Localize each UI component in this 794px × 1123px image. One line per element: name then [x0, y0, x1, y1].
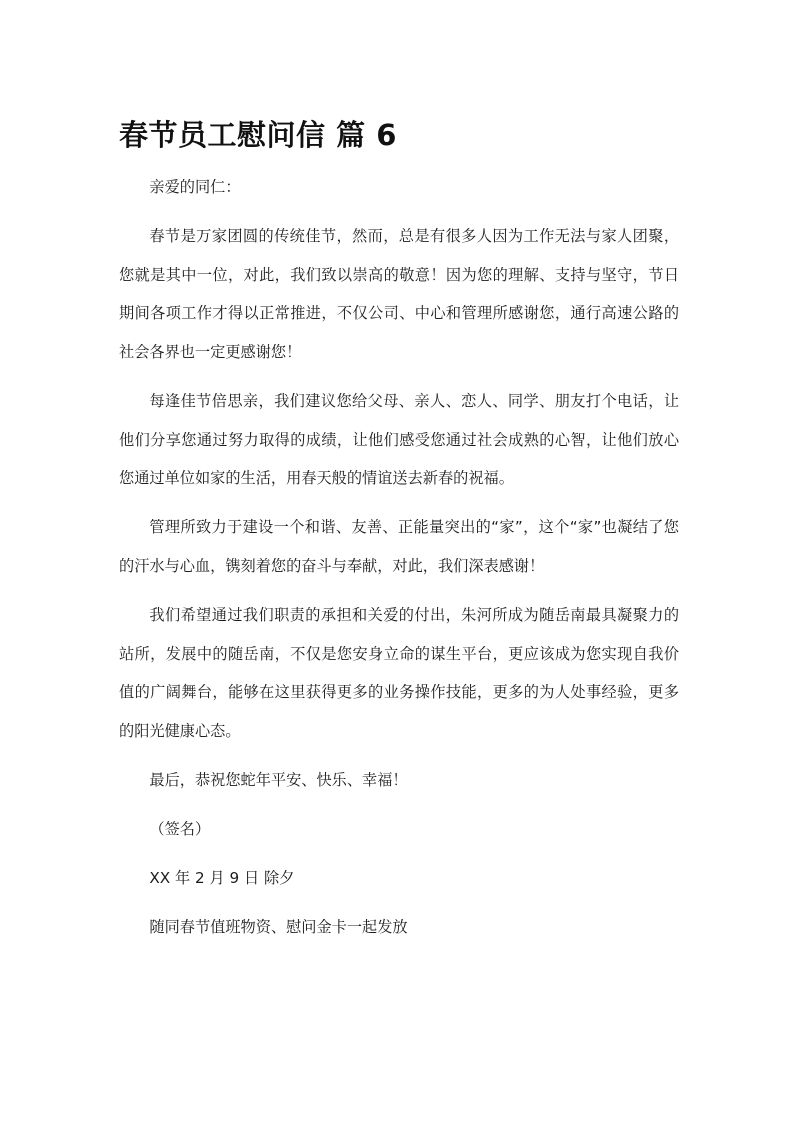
signature-placeholder: （签名） [149, 819, 211, 838]
salutation: 亲爱的同仁： [149, 178, 241, 196]
distribution-note: 随同春节值班物资、慰问金卡一起发放 [149, 918, 408, 937]
paragraph-missing-family: 每逢佳节倍思亲，我们建议您给父母、亲人、恋人、同学、朋友打个电话，让他们分享您通过努力取得的成绩，让他们感受您通过社会成熟的心智，让他们放心您通过单位如家的生活，用春天般的情谊送去新春的祝福。 [119, 391, 679, 488]
paragraph-harmonious-home: 管理所致力于建设一个和谐、友善、正能量突出的“家”，这个“家”也凝结了您的汗水与心血，镌刻着您的奋斗与奉献，对此，我们深表感谢！ [119, 518, 679, 575]
document-body [119, 168, 679, 947]
closing-wishes: 最后，恭祝您蛇年平安、快乐、幸福！ [149, 770, 408, 789]
paragraph-spring-festival: 春节是万家团圆的传统佳节，然而，总是有很多人因为工作无法与家人团聚，您就是其中一位，对此，我们致以崇高的敬意！因为您的理解、支持与坚守，节日期间各项工作才得以正常推进，不仅公司、中心和管理所感谢您，通行高速公路的社会各界也一定更感谢您！ [119, 227, 679, 361]
paragraph-hopes: 我们希望通过我们职责的承担和关爱的付出，朱河所成为随岳南最具凝聚力的站所，发展中的随岳南，不仅是您安身立命的谋生平台，更应该成为您实现自我价值的广阔舞台，能够在这里获得更多的业务操作技能，更多的为人处事经验，更多的阳光健康心态。 [119, 605, 679, 740]
document-title: 春节员工慰问信 篇 6 [119, 118, 397, 152]
letter-date: XX 年 2 月 9 日 除夕 [149, 869, 295, 887]
